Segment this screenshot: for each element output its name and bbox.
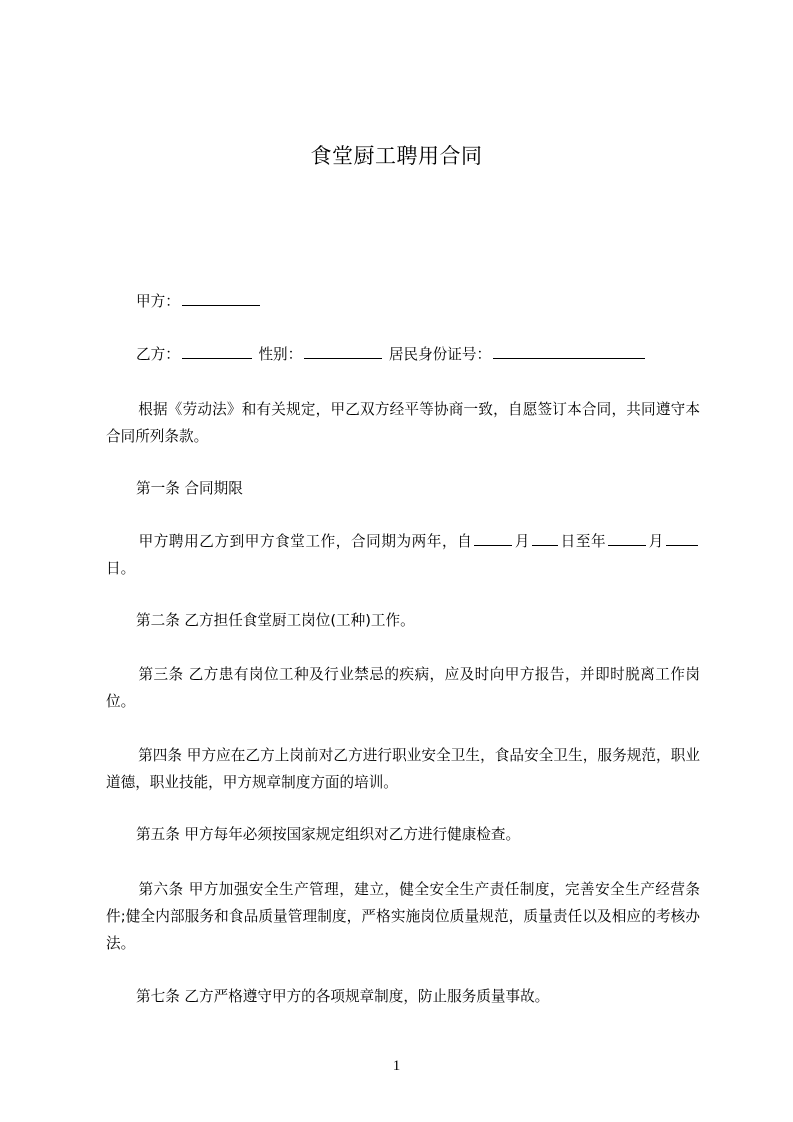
gender-label: 性别：: [258, 346, 303, 363]
intro-paragraph: [106, 396, 700, 450]
article-4-text: 第四条 甲方应在乙方上岗前对乙方进行职业安全卫生，食品安全卫生，服务规范，职业道德，职业技能，甲方规章制度方面的培训。: [106, 747, 700, 791]
id-number-blank: [493, 344, 645, 359]
party-a-line: [136, 291, 262, 312]
article-3-text: 第三条 乙方患有岗位工种及行业禁忌的疾病，应及时向甲方报告，并即时脱离工作岗位。: [106, 666, 700, 710]
article-6-text: 第六条 甲方加强安全生产管理，建立，健全安全生产责任制度，完善安全生产经营条件;健全内部服务和食品质量管理制度，严格实施岗位质量规范，质量责任以及相应的考核办法。: [106, 881, 700, 952]
article-6: [106, 876, 700, 957]
id-number-label: 居民身份证号：: [388, 346, 492, 363]
party-a-label: 甲方：: [136, 293, 180, 310]
party-b-line: [136, 344, 647, 365]
article-1-part2: 日至年: [560, 533, 607, 550]
article-1-part1: 甲方聘用乙方到甲方食堂工作，合同期为两年，自: [138, 533, 473, 550]
article-1-end: 日。: [106, 560, 136, 577]
document-title: 食堂厨工聘用合同: [310, 144, 483, 168]
end-month-blank: [666, 531, 698, 546]
party-b-name-blank: [182, 344, 252, 359]
article-1-month2: 月: [648, 533, 664, 550]
article-2: 第二条 乙方担任食堂厨工岗位(工种)工作。: [136, 612, 415, 629]
party-b-label: 乙方：: [136, 346, 180, 363]
article-7: 第七条 乙方严格遵守甲方的各项规章制度，防止服务质量事故。: [136, 988, 550, 1005]
article-1-body: [106, 528, 700, 582]
gender-blank: [304, 344, 382, 359]
article-1-month1: 月: [514, 533, 531, 550]
party-a-blank: [182, 291, 260, 306]
intro-text: 根据《劳动法》和有关规定，甲乙双方经平等协商一致，自愿签订本合同，共同遵守本合同所列条款。: [106, 401, 700, 445]
article-3: [106, 661, 700, 715]
start-day-blank: [532, 531, 558, 546]
article-4: [106, 742, 700, 796]
start-month-blank: [474, 531, 512, 546]
end-year-blank: [608, 531, 646, 546]
article-5: 第五条 甲方每年必须按国家规定组织对乙方进行健康检查。: [136, 826, 521, 843]
page-number: 1: [392, 1058, 401, 1074]
article-1-heading: 第一条 合同期限: [136, 480, 243, 497]
